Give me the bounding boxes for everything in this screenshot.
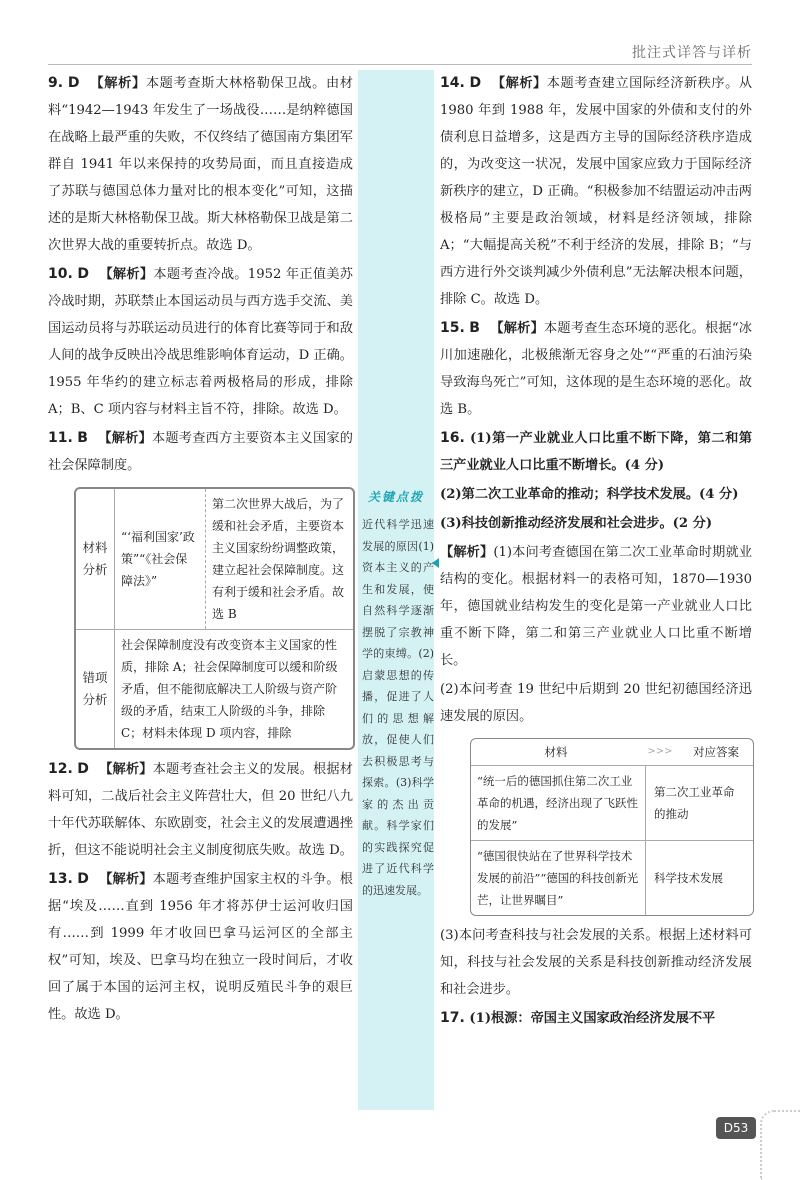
table-row <box>471 841 753 915</box>
sidebar-title: 关键点拨 <box>367 490 424 504</box>
left-column <box>48 70 353 1030</box>
page-header-title: 批注式详答与详析 <box>632 45 752 61</box>
answer-cell: 科学技术发展 <box>654 871 723 885</box>
question-10 <box>48 261 353 423</box>
question-number: 10. <box>48 266 73 282</box>
analysis-tag: 【解析】 <box>99 872 153 887</box>
answer-letter: D <box>77 761 89 777</box>
answer-letter: B <box>469 320 480 336</box>
analysis-text: 本题考查维护国家主权的斗争。根据“埃及……直到 1956 年才将苏伊士运河收归国有……到 1999 年才收回巴拿马运河区的全部主权”可知，埃及、巴拿马均在独立一段时间后，才收回了属于本国的运河主权，说明反殖民斗争的艰巨性。故选 D。 <box>48 872 353 1022</box>
answer-part-1 <box>440 425 752 479</box>
row-label: 错项分析 <box>76 630 115 748</box>
analysis-text: 本题考查斯大林格勒保卫战。由材料“1942—1943 年发生了一场战役……是纳粹德国在战略上最严重的失败，不仅终结了德国南方集团军群自 1941 年以来保持的攻势局面，而且直接造成了苏联与德国总体力量对比的根本变化”可知，这描述的是斯大林格勒保卫战。斯大林格勒保卫战是第二次世界大战的重要转折点。故选 D。 <box>48 76 353 253</box>
analysis-part-3: (3)本问考查科技与社会发展的关系。根据上述材料可知，科技与社会发展的关系是科技创新推动经济发展和社会进步。 <box>440 928 752 997</box>
answer-letter: D <box>67 75 80 91</box>
table-header <box>471 739 753 766</box>
analysis-text: 本题考查冷战。1952 年正值美苏冷战时期，苏联禁止本国运动员与西方选手交流、美国运动员将与苏联运动员进行的体育比赛等同于和敌人间的战争反映出冷战思维影响体育运动，D 正确。1955 年华约的建立标志着两极格局的形成，排除 A；B、C 项内容与材料主旨不符，排除。故选 D。 <box>48 267 353 417</box>
material-analysis-table <box>74 487 355 750</box>
wrong-option-analysis: 社会保障制度没有改变资本主义国家的性质，排除 A；社会保障制度可以缓和阶级矛盾，但不能彻底解决工人阶级与资产阶级的矛盾，结束工人阶级的斗争，排除 C；材料未体现 D 项内容，排除 <box>121 638 338 740</box>
analysis-text: 本题考查社会主义的发展。根据材料可知，二战后社会主义阵营壮大，但 20 世纪八九十年代苏联解体、东欧剧变，社会主义的发展遭遇挫折，但这不能说明社会主义制度彻底失败。故选 D。 <box>48 762 353 858</box>
question-number: 12. <box>48 761 73 777</box>
analysis-part-2: (2)本问考查 19 世纪中后期到 20 世纪初德国经济迅速发展的原因。 <box>440 682 752 724</box>
answer-cell: 第二次工业革命的推动 <box>654 785 735 821</box>
analysis-text: (1)本问考查德国在第二次工业革命时期就业结构的变化。根据材料一的表格可知，1870—1930 年，德国就业结构发生的变化是第一产业就业人口比重不断下降，第二和第三产业就业人口比重不断增长。 <box>440 545 753 668</box>
header-answer: 对应答案 <box>693 745 739 759</box>
analysis-tag: 【解析】 <box>98 431 152 446</box>
answer-text: (1)第一产业就业人口比重不断下降，第二和第三产业就业人口比重不断增长。(4 分) <box>440 431 753 473</box>
analysis-tag: 【解析】 <box>491 76 547 91</box>
question-9 <box>48 70 353 259</box>
question-16 <box>440 425 752 1003</box>
material-analysis: 第二次世界大战后，为了缓和社会矛盾，主要资本主义国家纷纷调整政策，建立起社会保障制度。这有利于缓和社会矛盾。故选 B <box>212 497 345 621</box>
answer-letter: B <box>77 430 88 446</box>
material-quote: “‘福利国家’政策”“《社会保障法》” <box>115 489 206 629</box>
question-number: 15. <box>440 320 465 336</box>
material-row <box>76 489 353 630</box>
question-12 <box>48 756 353 864</box>
header-material: 材料 <box>544 745 568 759</box>
header-divider <box>48 64 752 65</box>
question-17 <box>440 1005 752 1032</box>
question-number: 16. <box>440 430 465 446</box>
answer-part-3: (3)科技创新推动经济发展和社会进步。(2 分) <box>440 516 713 531</box>
arrows-icon: >>> <box>647 746 673 757</box>
row-label: 材料分析 <box>76 489 115 629</box>
answer-text: (1)根源：帝国主义国家政治经济发展不平 <box>469 1011 716 1026</box>
analysis-text: 本题考查建立国际经济新秩序。从 1980 年到 1988 年，发展中国家的外债和支付的外债利息日益增多，这是西方主导的国际经济秩序造成的，为改变这一状况，发展中国家应致力于国际经济新秩序的建立，D 正确。“积极参加不结盟运动冲击两极格局”主要是政治领域，材料是经济领域，排除 A；“大幅提高关税”不利于经济的发展，排除 B；“与西方进行外交谈判减少外债利息”无法解决根本问题，排除 C。故选 D。 <box>440 76 753 307</box>
question-14 <box>440 70 752 313</box>
analysis-text: 本题考查生态环境的恶化。根据“冰川加速融化，北极熊渐无容身之处”“严重的石油污染导致海鸟死亡”可知，这体现的是生态环境的恶化。故选 B。 <box>440 321 752 417</box>
analysis-tag: 【解析】 <box>440 545 494 560</box>
answer-letter: D <box>77 266 89 282</box>
question-number: 9. <box>48 75 64 91</box>
answer-letter: D <box>77 871 89 887</box>
table-row <box>471 766 753 841</box>
question-number: 14. <box>440 75 465 91</box>
material-cell: “统一后的德国抓住第二次工业革命的机遇，经济出现了飞跃性的发展” <box>471 766 646 840</box>
question-number: 11. <box>48 430 73 446</box>
analysis-tag: 【解析】 <box>99 267 154 282</box>
right-column <box>440 70 752 1034</box>
sidebar-body: 近代科学迅速发展的原因(1)资本主义的产生和发展，使自然科学逐渐摆脱了宗教神学的束缚。(2)启蒙思想的传播，促进了人们的思想解放，促使人们去积极思考与探索。(3)科学家的杰出贡献。科学家们的实践探究促进了近代科学的迅速发展。 <box>362 518 434 897</box>
question-number: 17. <box>440 1010 465 1026</box>
question-13 <box>48 866 353 1028</box>
question-number: 13. <box>48 871 73 887</box>
question-15 <box>440 315 752 423</box>
question-11 <box>48 425 353 479</box>
answer-part-2: (2)第二次工业革命的推动；科学技术发展。(4 分) <box>440 487 739 502</box>
analysis-tag: 【解析】 <box>90 76 146 91</box>
analysis-text: 本题考查西方主要资本主义国家的社会保障制度。 <box>48 431 353 473</box>
analysis-tag: 【解析】 <box>99 762 153 777</box>
answer-letter: D <box>469 75 482 91</box>
material-cell: “德国很快站在了世界科学技术发展的前沿”“德国的科技创新光芒，让世界瞩目” <box>471 841 646 915</box>
analysis-part-1 <box>440 539 752 674</box>
page-number-badge: D53 <box>716 1117 756 1139</box>
page-corner-decoration <box>760 1110 800 1180</box>
analysis-tag: 【解析】 <box>490 321 544 336</box>
material-answer-table <box>470 738 754 916</box>
wrong-option-row <box>76 630 353 748</box>
